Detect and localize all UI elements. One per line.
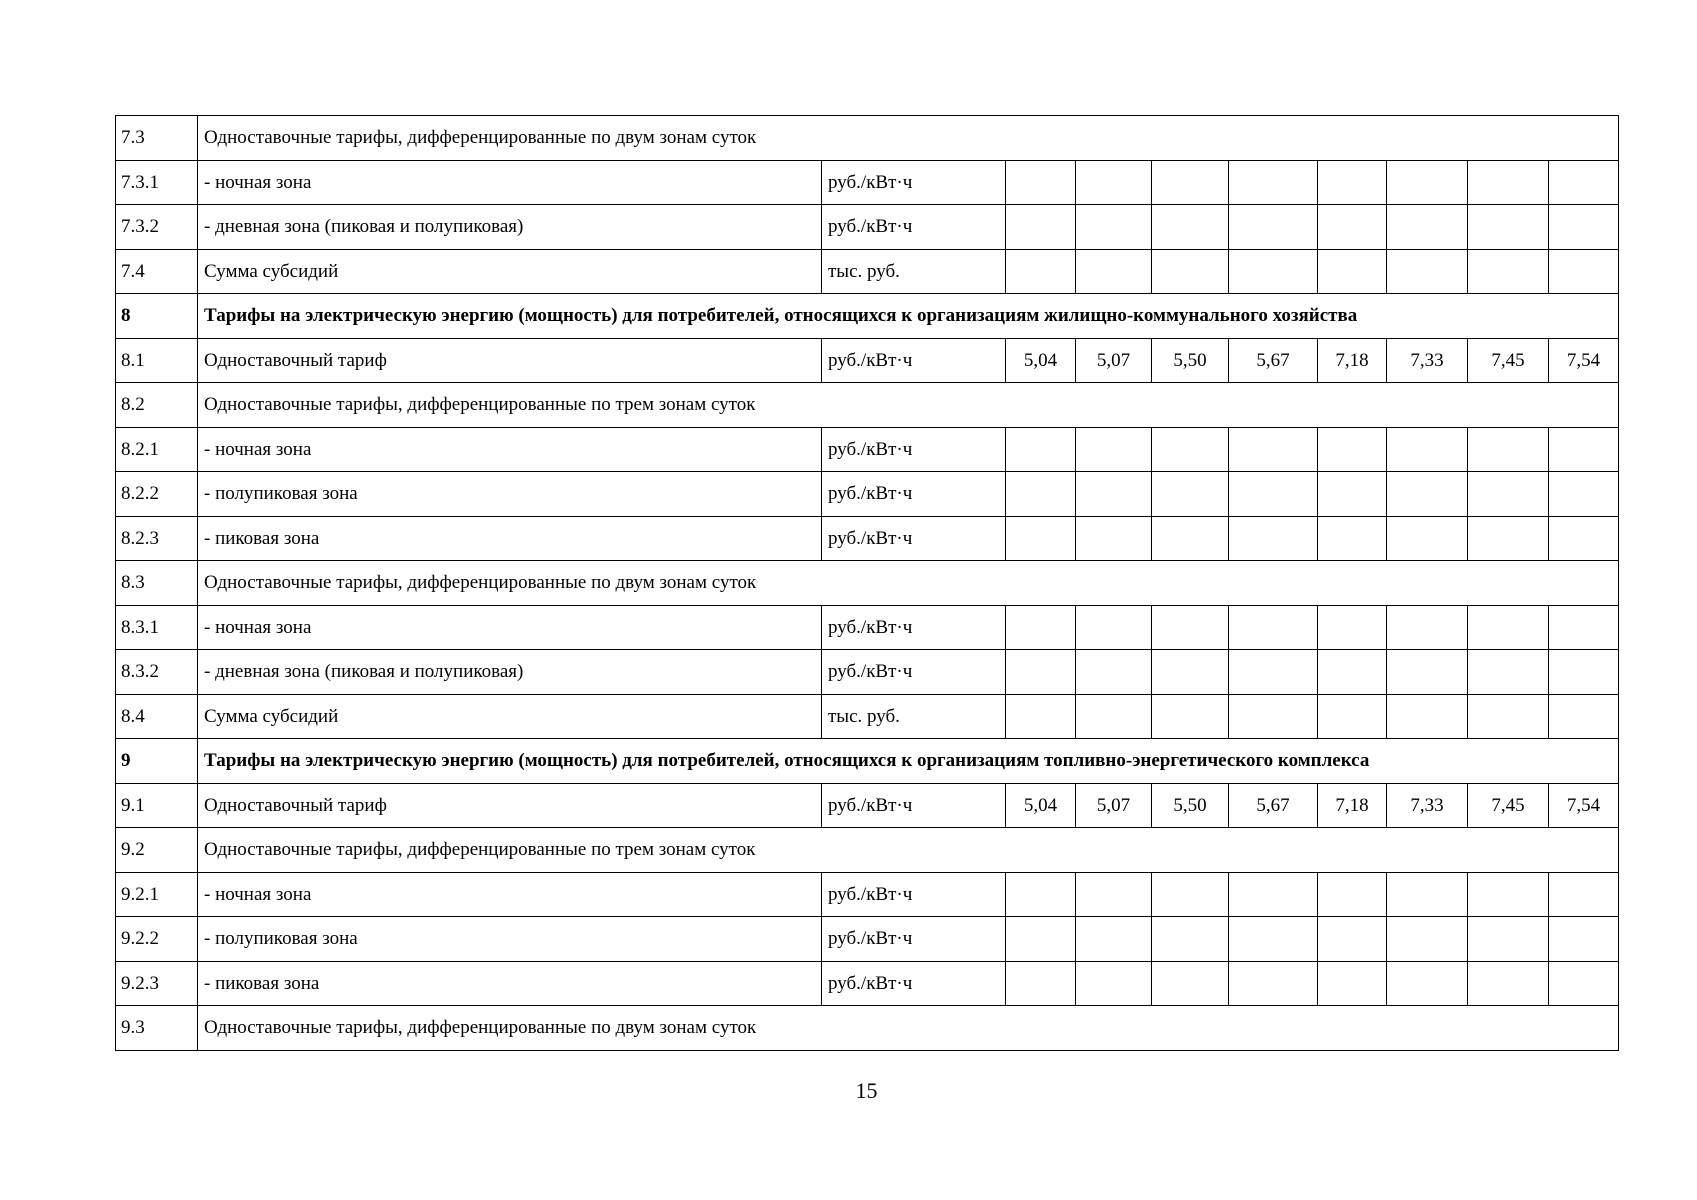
row-number: 8 bbox=[116, 294, 198, 339]
value-cell bbox=[1318, 249, 1387, 294]
row-number: 8.2.1 bbox=[116, 427, 198, 472]
table-row bbox=[116, 249, 1619, 294]
value-cell bbox=[1076, 249, 1152, 294]
subsection-row bbox=[116, 383, 1619, 428]
value-cell bbox=[1229, 650, 1318, 695]
row-number: 9.2 bbox=[116, 828, 198, 873]
value-cell bbox=[1318, 472, 1387, 517]
value-cell bbox=[1152, 917, 1229, 962]
value-cell bbox=[1076, 472, 1152, 517]
value-cell bbox=[1318, 605, 1387, 650]
value-cell bbox=[1468, 205, 1549, 250]
value-cell: 5,04 bbox=[1006, 783, 1076, 828]
row-label: - ночная зона bbox=[198, 427, 822, 472]
value-cell bbox=[1152, 516, 1229, 561]
row-label: Одноставочный тариф bbox=[198, 338, 822, 383]
row-unit: руб./кВт·ч bbox=[822, 650, 1006, 695]
table-row bbox=[116, 160, 1619, 205]
section-title: Тарифы на электрическую энергию (мощность) для потребителей, относящихся к организациям топливно-энергетического комплекса bbox=[198, 739, 1619, 784]
table-row bbox=[116, 516, 1619, 561]
row-number: 8.3.2 bbox=[116, 650, 198, 695]
value-cell bbox=[1387, 961, 1468, 1006]
table-row bbox=[116, 605, 1619, 650]
row-label: Сумма субсидий bbox=[198, 694, 822, 739]
value-cell bbox=[1549, 694, 1619, 739]
row-unit: руб./кВт·ч bbox=[822, 472, 1006, 517]
value-cell bbox=[1468, 516, 1549, 561]
value-cell bbox=[1152, 694, 1229, 739]
value-cell bbox=[1387, 872, 1468, 917]
section-title: Тарифы на электрическую энергию (мощность) для потребителей, относящихся к организациям жилищно-коммунального хозяйства bbox=[198, 294, 1619, 339]
row-unit: руб./кВт·ч bbox=[822, 917, 1006, 962]
tariff-table bbox=[115, 115, 1619, 1051]
value-cell bbox=[1318, 961, 1387, 1006]
value-cell bbox=[1468, 605, 1549, 650]
value-cell bbox=[1076, 917, 1152, 962]
subsection-row bbox=[116, 116, 1619, 161]
value-cell bbox=[1468, 160, 1549, 205]
row-number: 8.3.1 bbox=[116, 605, 198, 650]
value-cell bbox=[1549, 160, 1619, 205]
value-cell: 5,07 bbox=[1076, 783, 1152, 828]
row-label: - ночная зона bbox=[198, 872, 822, 917]
value-cell bbox=[1549, 516, 1619, 561]
value-cell bbox=[1229, 205, 1318, 250]
value-cell: 5,50 bbox=[1152, 338, 1229, 383]
row-label: - дневная зона (пиковая и полупиковая) bbox=[198, 650, 822, 695]
value-cell: 7,54 bbox=[1549, 338, 1619, 383]
row-label: - пиковая зона bbox=[198, 516, 822, 561]
row-label: - дневная зона (пиковая и полупиковая) bbox=[198, 205, 822, 250]
value-cell bbox=[1076, 961, 1152, 1006]
table-row bbox=[116, 917, 1619, 962]
row-number: 7.3.2 bbox=[116, 205, 198, 250]
value-cell bbox=[1549, 605, 1619, 650]
value-cell: 7,45 bbox=[1468, 338, 1549, 383]
value-cell: 5,07 bbox=[1076, 338, 1152, 383]
value-cell bbox=[1006, 249, 1076, 294]
value-cell bbox=[1006, 917, 1076, 962]
value-cell bbox=[1387, 472, 1468, 517]
value-cell bbox=[1549, 205, 1619, 250]
value-cell bbox=[1229, 160, 1318, 205]
value-cell bbox=[1076, 160, 1152, 205]
value-cell bbox=[1549, 961, 1619, 1006]
value-cell bbox=[1387, 205, 1468, 250]
value-cell bbox=[1387, 249, 1468, 294]
subsection-title: Одноставочные тарифы, дифференцированные по трем зонам суток bbox=[198, 383, 1619, 428]
row-number: 8.4 bbox=[116, 694, 198, 739]
value-cell bbox=[1318, 917, 1387, 962]
subsection-row bbox=[116, 561, 1619, 606]
row-number: 7.4 bbox=[116, 249, 198, 294]
row-number: 9.2.3 bbox=[116, 961, 198, 1006]
value-cell bbox=[1549, 650, 1619, 695]
value-cell bbox=[1549, 472, 1619, 517]
value-cell bbox=[1076, 516, 1152, 561]
value-cell bbox=[1549, 872, 1619, 917]
value-cell bbox=[1076, 694, 1152, 739]
value-cell bbox=[1318, 650, 1387, 695]
value-cell: 5,50 bbox=[1152, 783, 1229, 828]
value-cell bbox=[1229, 961, 1318, 1006]
value-cell bbox=[1006, 872, 1076, 917]
value-cell bbox=[1006, 205, 1076, 250]
value-cell bbox=[1006, 160, 1076, 205]
row-unit: руб./кВт·ч bbox=[822, 605, 1006, 650]
row-number: 9 bbox=[116, 739, 198, 784]
table-row bbox=[116, 872, 1619, 917]
tariff-table-body bbox=[116, 116, 1619, 1051]
table-row bbox=[116, 783, 1619, 828]
row-unit: руб./кВт·ч bbox=[822, 961, 1006, 1006]
value-cell bbox=[1318, 160, 1387, 205]
value-cell bbox=[1318, 205, 1387, 250]
subsection-title: Одноставочные тарифы, дифференцированные по трем зонам суток bbox=[198, 828, 1619, 873]
section-header-row bbox=[116, 739, 1619, 784]
value-cell bbox=[1229, 249, 1318, 294]
row-number: 8.2.2 bbox=[116, 472, 198, 517]
value-cell bbox=[1076, 605, 1152, 650]
value-cell: 7,33 bbox=[1387, 783, 1468, 828]
value-cell bbox=[1152, 427, 1229, 472]
value-cell bbox=[1152, 472, 1229, 517]
table-row bbox=[116, 961, 1619, 1006]
row-label: Одноставочный тариф bbox=[198, 783, 822, 828]
table-row bbox=[116, 427, 1619, 472]
value-cell bbox=[1006, 516, 1076, 561]
row-number: 9.1 bbox=[116, 783, 198, 828]
value-cell bbox=[1318, 427, 1387, 472]
value-cell bbox=[1152, 605, 1229, 650]
row-unit: руб./кВт·ч bbox=[822, 783, 1006, 828]
value-cell: 7,54 bbox=[1549, 783, 1619, 828]
value-cell bbox=[1318, 694, 1387, 739]
value-cell bbox=[1468, 249, 1549, 294]
value-cell bbox=[1549, 917, 1619, 962]
value-cell bbox=[1152, 872, 1229, 917]
subsection-title: Одноставочные тарифы, дифференцированные по двум зонам суток bbox=[198, 1006, 1619, 1051]
subsection-title: Одноставочные тарифы, дифференцированные по двум зонам суток bbox=[198, 561, 1619, 606]
value-cell bbox=[1006, 605, 1076, 650]
section-header-row bbox=[116, 294, 1619, 339]
row-label: - полупиковая зона bbox=[198, 917, 822, 962]
value-cell bbox=[1006, 694, 1076, 739]
value-cell bbox=[1229, 694, 1318, 739]
value-cell bbox=[1006, 961, 1076, 1006]
value-cell bbox=[1387, 917, 1468, 962]
row-label: - ночная зона bbox=[198, 605, 822, 650]
table-row bbox=[116, 338, 1619, 383]
row-unit: руб./кВт·ч bbox=[822, 160, 1006, 205]
value-cell bbox=[1229, 427, 1318, 472]
value-cell bbox=[1387, 650, 1468, 695]
table-row bbox=[116, 650, 1619, 695]
value-cell bbox=[1549, 249, 1619, 294]
row-label: Сумма субсидий bbox=[198, 249, 822, 294]
value-cell bbox=[1468, 961, 1549, 1006]
row-unit: руб./кВт·ч bbox=[822, 427, 1006, 472]
value-cell bbox=[1387, 694, 1468, 739]
value-cell bbox=[1468, 427, 1549, 472]
row-number: 7.3 bbox=[116, 116, 198, 161]
value-cell bbox=[1468, 472, 1549, 517]
value-cell bbox=[1152, 205, 1229, 250]
value-cell bbox=[1076, 650, 1152, 695]
row-label: - пиковая зона bbox=[198, 961, 822, 1006]
value-cell bbox=[1152, 650, 1229, 695]
value-cell: 7,45 bbox=[1468, 783, 1549, 828]
value-cell bbox=[1387, 516, 1468, 561]
page-number: 15 bbox=[855, 1078, 878, 1103]
row-unit: руб./кВт·ч bbox=[822, 205, 1006, 250]
value-cell bbox=[1387, 605, 1468, 650]
value-cell bbox=[1229, 516, 1318, 561]
subsection-row bbox=[116, 828, 1619, 873]
value-cell bbox=[1468, 650, 1549, 695]
row-label: - полупиковая зона bbox=[198, 472, 822, 517]
value-cell: 5,04 bbox=[1006, 338, 1076, 383]
row-number: 8.3 bbox=[116, 561, 198, 606]
row-number: 8.1 bbox=[116, 338, 198, 383]
value-cell bbox=[1152, 160, 1229, 205]
subsection-row bbox=[116, 1006, 1619, 1051]
value-cell bbox=[1152, 961, 1229, 1006]
value-cell bbox=[1229, 472, 1318, 517]
row-unit: руб./кВт·ч bbox=[822, 872, 1006, 917]
value-cell: 7,18 bbox=[1318, 338, 1387, 383]
value-cell bbox=[1006, 650, 1076, 695]
value-cell: 5,67 bbox=[1229, 338, 1318, 383]
value-cell bbox=[1076, 205, 1152, 250]
value-cell bbox=[1318, 516, 1387, 561]
row-unit: тыс. руб. bbox=[822, 694, 1006, 739]
value-cell bbox=[1387, 160, 1468, 205]
row-number: 8.2.3 bbox=[116, 516, 198, 561]
row-number: 7.3.1 bbox=[116, 160, 198, 205]
row-number: 9.3 bbox=[116, 1006, 198, 1051]
value-cell bbox=[1229, 917, 1318, 962]
value-cell bbox=[1076, 872, 1152, 917]
value-cell bbox=[1468, 872, 1549, 917]
value-cell bbox=[1549, 427, 1619, 472]
value-cell: 7,18 bbox=[1318, 783, 1387, 828]
value-cell: 5,67 bbox=[1229, 783, 1318, 828]
table-row bbox=[116, 472, 1619, 517]
value-cell bbox=[1076, 427, 1152, 472]
subsection-title: Одноставочные тарифы, дифференцированные по двум зонам суток bbox=[198, 116, 1619, 161]
row-number: 8.2 bbox=[116, 383, 198, 428]
row-unit: тыс. руб. bbox=[822, 249, 1006, 294]
value-cell bbox=[1152, 249, 1229, 294]
row-number: 9.2.2 bbox=[116, 917, 198, 962]
value-cell bbox=[1468, 694, 1549, 739]
row-unit: руб./кВт·ч bbox=[822, 516, 1006, 561]
value-cell bbox=[1006, 427, 1076, 472]
row-unit: руб./кВт·ч bbox=[822, 338, 1006, 383]
table-row bbox=[116, 205, 1619, 250]
value-cell bbox=[1468, 917, 1549, 962]
value-cell bbox=[1229, 605, 1318, 650]
row-label: - ночная зона bbox=[198, 160, 822, 205]
value-cell bbox=[1318, 872, 1387, 917]
value-cell: 7,33 bbox=[1387, 338, 1468, 383]
value-cell bbox=[1387, 427, 1468, 472]
row-number: 9.2.1 bbox=[116, 872, 198, 917]
value-cell bbox=[1229, 872, 1318, 917]
value-cell bbox=[1006, 472, 1076, 517]
table-row bbox=[116, 694, 1619, 739]
